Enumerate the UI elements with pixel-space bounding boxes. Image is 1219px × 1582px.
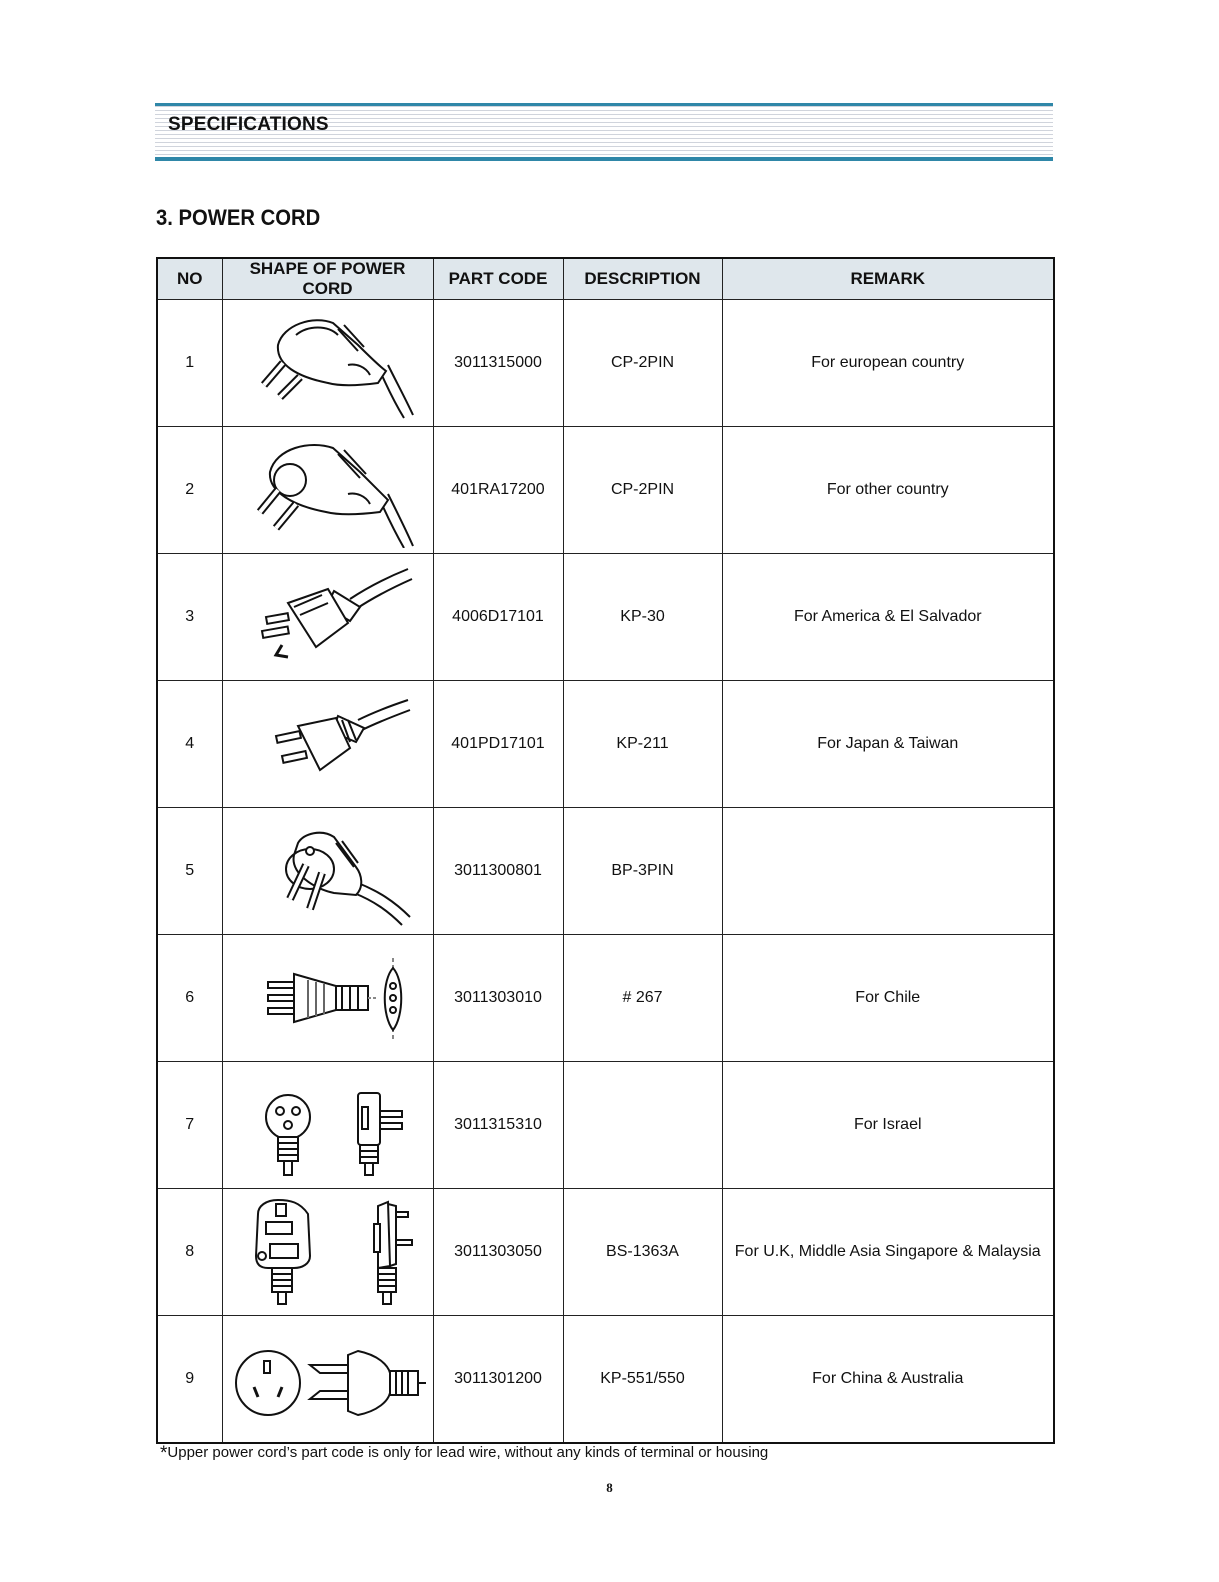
power-cord-table	[156, 257, 1055, 1444]
chile-3pin-inline-plug-icon	[238, 940, 418, 1056]
cell-description: KP-551/550	[563, 1316, 722, 1444]
footnote	[160, 1443, 768, 1465]
uk-bs1363-plug-icon	[238, 1194, 418, 1310]
header-remark: REMARK	[722, 258, 1054, 300]
cell-description: BS-1363A	[563, 1189, 722, 1316]
table-header-row	[157, 258, 1054, 300]
cell-shape	[222, 300, 433, 427]
cell-part-code: 401PD17101	[433, 681, 563, 808]
cell-no: 3	[157, 554, 222, 681]
cell-shape	[222, 427, 433, 554]
cell-description: KP-211	[563, 681, 722, 808]
cell-no: 6	[157, 935, 222, 1062]
round-3pin-angled-plug-icon	[238, 813, 418, 929]
table-row	[157, 300, 1054, 427]
cell-no: 5	[157, 808, 222, 935]
footnote-asterisk: *	[160, 1443, 168, 1464]
header-shape: SHAPE OF POWER CORD	[222, 258, 433, 300]
cell-shape	[222, 1316, 433, 1444]
cell-remark: For other country	[722, 427, 1054, 554]
header-part-code: PART CODE	[433, 258, 563, 300]
cell-description	[563, 1062, 722, 1189]
cell-remark: For Japan & Taiwan	[722, 681, 1054, 808]
cell-shape	[222, 935, 433, 1062]
cell-no: 4	[157, 681, 222, 808]
cell-remark: For America & El Salvador	[722, 554, 1054, 681]
page-number: 8	[606, 1480, 613, 1495]
cell-no: 2	[157, 427, 222, 554]
us-3pin-plug-icon	[238, 559, 418, 675]
cell-shape	[222, 808, 433, 935]
section-header-banner	[155, 103, 1053, 161]
cell-part-code: 3011303010	[433, 935, 563, 1062]
cell-remark: For european country	[722, 300, 1054, 427]
table-row	[157, 1062, 1054, 1189]
japan-2pin-plug-icon	[238, 686, 418, 802]
cell-description: KP-30	[563, 554, 722, 681]
cell-remark: For Israel	[722, 1062, 1054, 1189]
cell-no: 8	[157, 1189, 222, 1316]
cell-shape	[222, 681, 433, 808]
cell-description: BP-3PIN	[563, 808, 722, 935]
cell-part-code: 4006D17101	[433, 554, 563, 681]
footnote-text: Upper power cord’s part code is only for lead wire, without any kinds of terminal or housing	[167, 1444, 769, 1461]
table-row	[157, 427, 1054, 554]
table-row	[157, 1316, 1054, 1444]
israel-plug-icon	[238, 1067, 418, 1183]
cell-remark: For U.K, Middle Asia Singapore & Malaysia	[722, 1189, 1054, 1316]
cell-part-code: 3011303050	[433, 1189, 563, 1316]
cell-remark: For China & Australia	[722, 1316, 1054, 1444]
schuko-angled-plug-icon	[238, 432, 418, 548]
china-australia-plug-icon	[228, 1321, 428, 1437]
cell-part-code: 3011300801	[433, 808, 563, 935]
cell-part-code: 3011315310	[433, 1062, 563, 1189]
banner-bottom-rule	[155, 157, 1053, 161]
cell-no: 9	[157, 1316, 222, 1444]
cell-description: CP-2PIN	[563, 427, 722, 554]
cell-shape	[222, 1189, 433, 1316]
header-no: NO	[157, 258, 222, 300]
cell-remark: For Chile	[722, 935, 1054, 1062]
section-title: 3. POWER CORD	[156, 205, 321, 230]
table-row	[157, 808, 1054, 935]
table-row	[157, 554, 1054, 681]
header-description: DESCRIPTION	[563, 258, 722, 300]
cell-part-code: 3011301200	[433, 1316, 563, 1444]
cell-part-code: 401RA17200	[433, 427, 563, 554]
cell-description: # 267	[563, 935, 722, 1062]
cell-remark	[722, 808, 1054, 935]
cell-part-code: 3011315000	[433, 300, 563, 427]
table-row	[157, 935, 1054, 1062]
banner-top-rule	[155, 103, 1053, 106]
cell-no: 7	[157, 1062, 222, 1189]
header-title: SPECIFICATIONS	[168, 114, 329, 135]
cell-shape	[222, 554, 433, 681]
table-row	[157, 1189, 1054, 1316]
cell-shape	[222, 1062, 433, 1189]
cell-no: 1	[157, 300, 222, 427]
table-row	[157, 681, 1054, 808]
european-angled-plug-icon	[238, 305, 418, 421]
cell-description: CP-2PIN	[563, 300, 722, 427]
